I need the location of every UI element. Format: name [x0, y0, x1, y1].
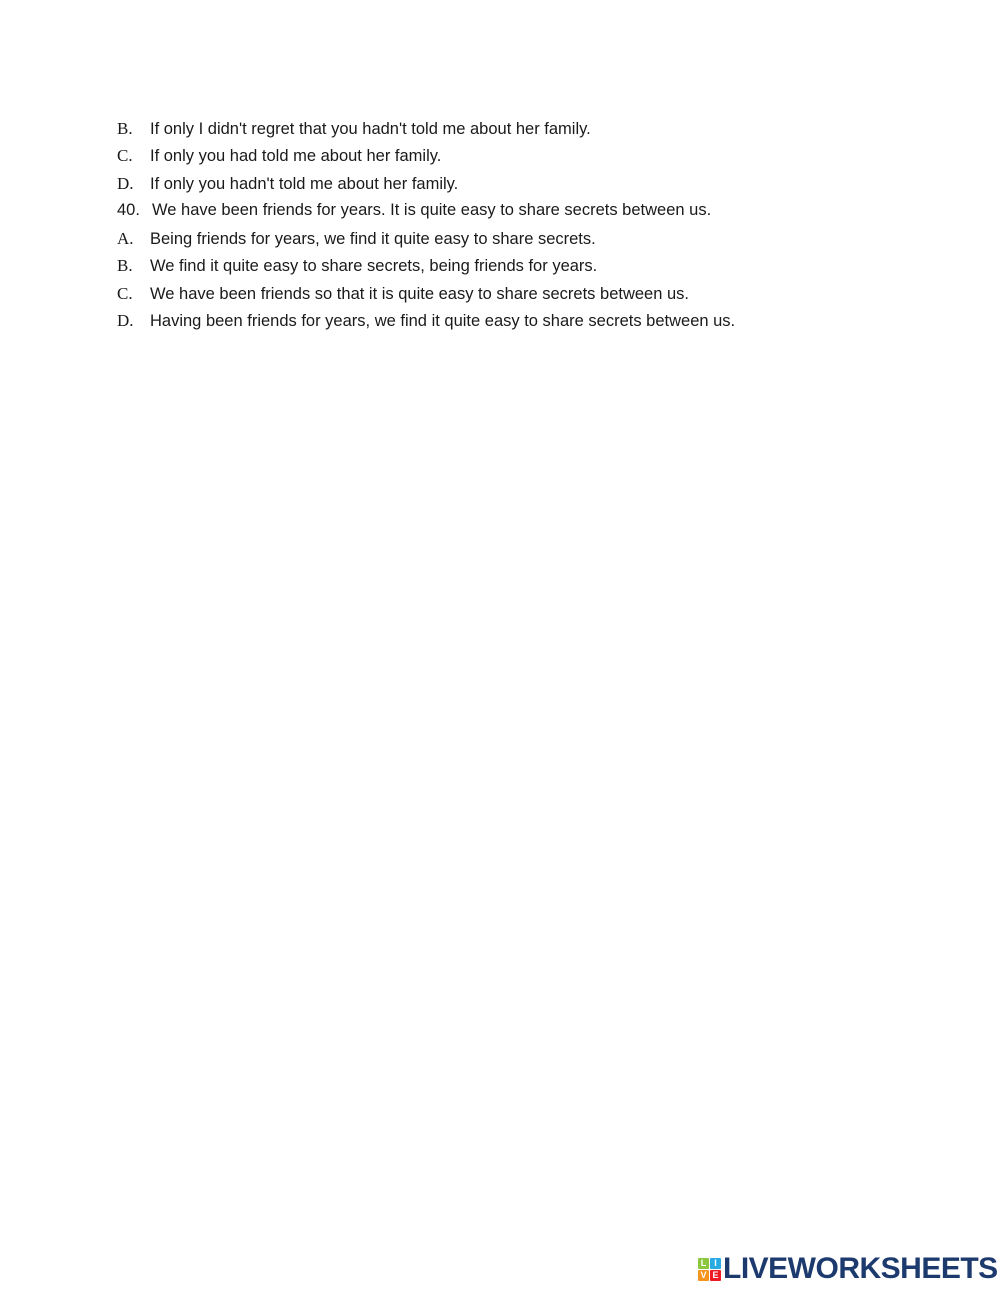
option-label: A. [117, 229, 134, 248]
option-label: D. [117, 311, 134, 330]
option-d-q39 [117, 170, 458, 197]
live-tiles-icon [698, 1258, 721, 1281]
question-number: 40. [117, 201, 140, 219]
option-label: C. [117, 284, 133, 303]
option-b-q40 [117, 252, 597, 279]
option-c-q40 [117, 280, 689, 307]
option-text: We have been friends so that it is quite easy to share secrets between us. [150, 285, 689, 303]
option-text: If only you hadn't told me about her family. [150, 175, 459, 193]
option-c-q39 [117, 142, 441, 169]
option-label: B. [117, 256, 133, 275]
option-label: C. [117, 146, 133, 165]
question-40 [117, 197, 711, 224]
logo-tile-l: L [698, 1258, 709, 1269]
option-text: If only you had told me about her family. [150, 147, 442, 165]
option-b-q39 [117, 115, 591, 142]
logo-tile-e: E [710, 1270, 721, 1281]
option-text: Being friends for years, we find it quite easy to share secrets. [150, 230, 596, 248]
question-text: We have been friends for years. It is quite easy to share secrets between us. [152, 201, 712, 219]
option-text: We find it quite easy to share secrets, being friends for years. [150, 257, 598, 275]
logo-tile-i: I [710, 1258, 721, 1269]
logo-tile-v: V [698, 1270, 709, 1281]
option-text: If only I didn't regret that you hadn't told me about her family. [150, 120, 591, 138]
liveworksheets-logo [698, 1252, 998, 1285]
brand-wordmark: LIVEWORKSHEETS [723, 1252, 998, 1285]
option-label: B. [117, 119, 133, 138]
option-d-q40 [117, 307, 735, 334]
option-a-q40 [117, 225, 596, 252]
option-label: D. [117, 174, 134, 193]
option-text: Having been friends for years, we find it quite easy to share secrets between us. [150, 312, 736, 330]
